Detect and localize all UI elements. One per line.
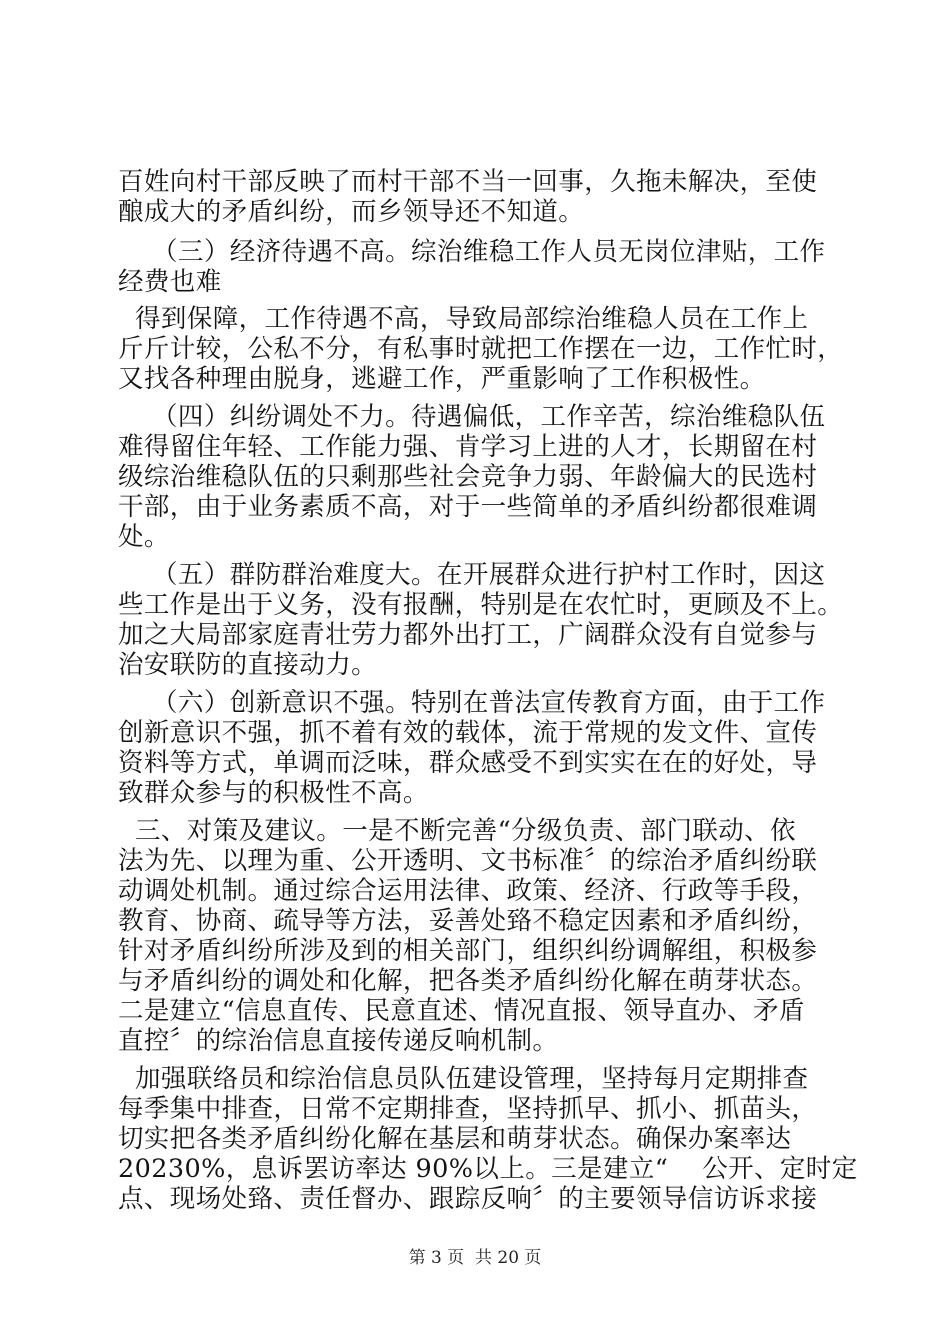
text-line: （五）群防群治难度大。在开展群众进行护村工作时，因这 [118, 560, 826, 590]
text-line: 处。 [118, 522, 170, 552]
text-line: 加强联络员和综治信息员队伍建设管理，坚持每月定期排查 [118, 1064, 809, 1094]
text-line: （三）经济待遇不高。综治维稳工作人员无岗位津贴，工作 [118, 237, 826, 267]
text-line: 每季集中排查，日常不定期排查，坚持抓早、抓小、抓苗头， [118, 1094, 818, 1124]
text-line: 些工作是出于义务，没有报酬，特别是在农忙时，更顾及不上。 [118, 590, 844, 620]
text-line: 难得留住年轻、工作能力强、肯学习上进的人才，长期留在村 [118, 432, 818, 462]
text-line: （四）纠纷调处不力。待遇偏低，工作辛苦，综治维稳队伍 [118, 402, 826, 432]
text-line: 资料等方式，单调而泛味，群众感受不到实实在在的好处，导 [118, 748, 818, 778]
text-line: 二是建立“信息直传、民意直述、情况直报、领导直办、矛盾 [118, 996, 805, 1026]
text-line: 加之大局部家庭青壮劳力都外出打工，广阔群众没有自觉参与 [118, 620, 818, 650]
text-line: 得到保障，工作待遇不高，导致局部综治维稳人员在工作上 [118, 304, 809, 334]
text-line: 创新意识不强，抓不着有效的载体，流于常规的发文件、宣传 [118, 718, 818, 748]
text-line: 动调处机制。通过综合运用法律、政策、经济、行政等手段， [118, 876, 818, 906]
text-line: 斤斤计较，公私不分，有私事时就把工作摆在一边，工作忙时， [118, 334, 844, 364]
text-line: 法为先、以理为重、公开透明、文书标准〞的综治矛盾纠纷联 [118, 846, 818, 876]
text-line: 致群众参与的积极性不高。 [118, 778, 429, 808]
text-line: 百姓向村干部反映了而村干部不当一回事，久拖未解决，至使 [118, 167, 818, 197]
text-line: 又找各种理由脱身，逃避工作，严重影响了工作积极性。 [118, 364, 766, 394]
text-line: 干部，由于业务素质不高，对于一些简单的矛盾纠纷都很难调 [118, 492, 818, 522]
page-footer: 第 3 页 共 20 页 [408, 1248, 542, 1268]
text-line: 经费也难 [118, 267, 222, 297]
text-line: 与矛盾纠纷的调处和化解，把各类矛盾纠纷化解在萌芽状态。 [118, 966, 818, 996]
text-line: 教育、协商、疏导等方法，妥善处臵不稳定因素和矛盾纠纷， [118, 906, 818, 936]
text-line: 点、现场处臵、责任督办、跟踪反响〞的主要领导信访诉求接 [118, 1184, 818, 1214]
text-line: （六）创新意识不强。特别在普法宣传教育方面，由于工作 [118, 688, 826, 718]
text-line: 级综治维稳队伍的只剩那些社会竞争力弱、年龄偏大的民选村 [118, 462, 818, 492]
text-line: 20230%，息诉罢访率达 90%以上。三是建立“ 公开、定时定 [118, 1154, 858, 1184]
text-line: 针对矛盾纠纷所涉及到的相关部门，组织纠纷调解组，积极参 [118, 936, 818, 966]
text-line: 三、对策及建议。一是不断完善“分级负责、部门联动、依 [118, 816, 796, 846]
text-line: 直控〞的综治信息直接传递反响机制。 [118, 1026, 559, 1056]
text-line: 酿成大的矛盾纠纷，而乡领导还不知道。 [118, 197, 585, 227]
text-line: 切实把各类矛盾纠纷化解在基层和萌芽状态。确保办案率达 [118, 1124, 792, 1154]
text-line: 治安联防的直接动力。 [118, 650, 378, 680]
